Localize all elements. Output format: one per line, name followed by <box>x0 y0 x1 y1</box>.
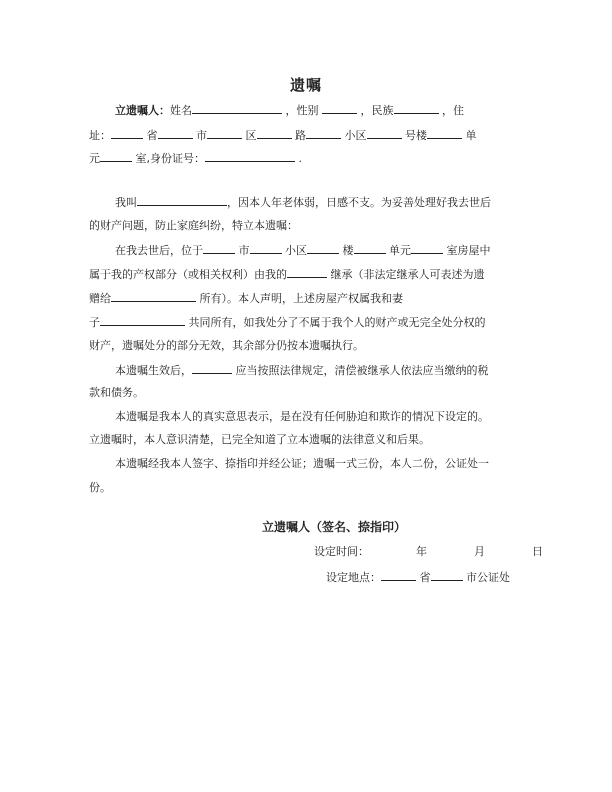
address-label-part2: 址： <box>89 129 111 142</box>
place-notary-label: 市公证处 <box>466 571 510 584</box>
p2-building-label: 楼 <box>342 244 354 257</box>
date-row <box>314 543 543 559</box>
place-row <box>326 569 510 585</box>
building-blank[interactable] <box>367 127 402 139</box>
unit-label-part2: 元 <box>89 152 100 165</box>
p2-line-2 <box>89 266 529 283</box>
p2-community-label: 小区 <box>285 244 307 257</box>
p2-location-blank[interactable] <box>203 242 235 254</box>
building-label: 号楼 <box>405 129 427 142</box>
p2-text-h: 财产，遗嘱处分的部分无效，其余部分仍按本遗嘱执行。 <box>89 339 364 352</box>
day-label: 日 <box>532 545 543 558</box>
ethnicity-blank[interactable] <box>394 102 439 114</box>
room-blank[interactable] <box>100 150 132 162</box>
p2-text-b: 属于我的产权部分（或相关权利）由我的 <box>89 268 287 281</box>
place-province-blank[interactable] <box>381 569 416 581</box>
p2-line-4 <box>89 314 529 331</box>
room-id-label: 室,身份证号： <box>135 152 205 165</box>
month-label: 月 <box>474 545 485 558</box>
address-label-part1: ，住 <box>442 104 464 117</box>
p4-text-a: 本遗嘱是我本人的真实意思表示，是在没有任何胁迫和欺诈的情况下设定的。 <box>115 410 489 423</box>
p2-text-e: 所有）。本人声明，上述房屋产权属我和妻 <box>199 292 403 305</box>
p2-city-label: 市 <box>238 244 250 257</box>
district-label: 区 <box>245 129 257 142</box>
province-blank[interactable] <box>111 127 143 139</box>
p3-line-1 <box>115 362 529 379</box>
p1-name-blank[interactable] <box>137 194 227 206</box>
p2-heir-blank[interactable] <box>287 266 327 278</box>
signature-label: 立遗嘱人（签名、捺指印） <box>262 520 407 534</box>
p3-text-a: 本遗嘱生效后， <box>115 364 192 377</box>
community-blank[interactable] <box>306 127 341 139</box>
city-label: 市 <box>196 129 207 142</box>
name-blank[interactable] <box>192 102 282 114</box>
p2-text-g: 共同所有，如我处分了不属于我个人的财产或无完全处分权的 <box>188 316 486 329</box>
header-period: . <box>298 152 302 165</box>
p2-line-3 <box>89 290 529 307</box>
p2-text-f: 子 <box>89 316 100 329</box>
p2-text-d: 赠给 <box>89 292 111 305</box>
p2-city-blank[interactable] <box>250 242 282 254</box>
p3-text-b: 应当按照法律规定，清偿被继承人依法应当缴纳的税 <box>235 364 489 377</box>
city-blank[interactable] <box>158 127 193 139</box>
year-label: 年 <box>416 545 427 558</box>
province-label: 省 <box>146 129 158 142</box>
p5-line-2 <box>89 480 529 496</box>
p3-text-c: 款和债务。 <box>89 386 144 399</box>
p5-text-a: 本遗嘱经我本人签字、捺指印并经公证；遗嘱一式三份，本人二份，公证处一 <box>115 457 489 470</box>
place-province-label: 省 <box>419 571 431 584</box>
road-blank[interactable] <box>257 127 292 139</box>
name-label: 姓名 <box>170 104 192 117</box>
p4-line-1 <box>115 409 529 425</box>
p2-unit-label: 单元 <box>389 244 411 257</box>
p2-text-c: 继承（非法定继承人可表述为遗 <box>330 268 485 281</box>
place-label: 设定地点： <box>326 571 381 584</box>
p1-line-1 <box>115 194 529 211</box>
place-city-blank[interactable] <box>431 569 463 581</box>
p4-line-2 <box>89 432 529 448</box>
unit-label-part1: 单 <box>465 129 477 142</box>
gender-blank[interactable] <box>322 102 357 114</box>
p2-building-blank[interactable] <box>354 242 386 254</box>
unit-blank[interactable] <box>427 127 462 139</box>
p5-text-b: 份。 <box>89 481 111 494</box>
road-label: 路 <box>295 129 306 142</box>
ethnicity-label: ，民族 <box>360 104 394 117</box>
testator-label: 立遗嘱人： <box>115 104 170 117</box>
p2-spouse-blank[interactable] <box>100 314 185 326</box>
p2-line-1 <box>115 242 529 259</box>
district-blank[interactable] <box>207 127 242 139</box>
p2-line-5 <box>89 338 529 354</box>
header-line-1 <box>115 102 529 119</box>
p1-text-b: ，因本人年老体弱，日感不支。为妥善处理好我去世后 <box>227 196 491 209</box>
p2-unit-blank[interactable] <box>411 242 443 254</box>
p5-line-1 <box>115 456 529 472</box>
p1-text-c: 的财产问题，防止家庭纠纷，特立本遗嘱： <box>89 219 298 232</box>
document-title: 遗嘱 <box>289 76 322 94</box>
date-label: 设定时间： <box>314 545 369 558</box>
p2-room-label: 室房屋中 <box>446 244 491 257</box>
p4-text-b: 立遗嘱时，本人意识清楚，已完全知道了立本遗嘱的法律意义和后果。 <box>89 433 430 446</box>
p3-executor-blank[interactable] <box>192 362 232 374</box>
id-number-blank[interactable] <box>205 150 295 162</box>
p2-beneficiary-blank[interactable] <box>111 290 196 302</box>
p1-text-a: 我叫 <box>115 196 137 209</box>
p2-community-blank[interactable] <box>307 242 339 254</box>
p1-line-2 <box>89 218 529 234</box>
gender-label: ，性别 <box>285 104 319 117</box>
community-label: 小区 <box>344 129 367 142</box>
header-line-3 <box>89 150 529 167</box>
p3-line-2 <box>89 385 529 401</box>
p2-text-a: 在我去世后，位于 <box>115 244 203 257</box>
header-line-2 <box>89 127 529 144</box>
